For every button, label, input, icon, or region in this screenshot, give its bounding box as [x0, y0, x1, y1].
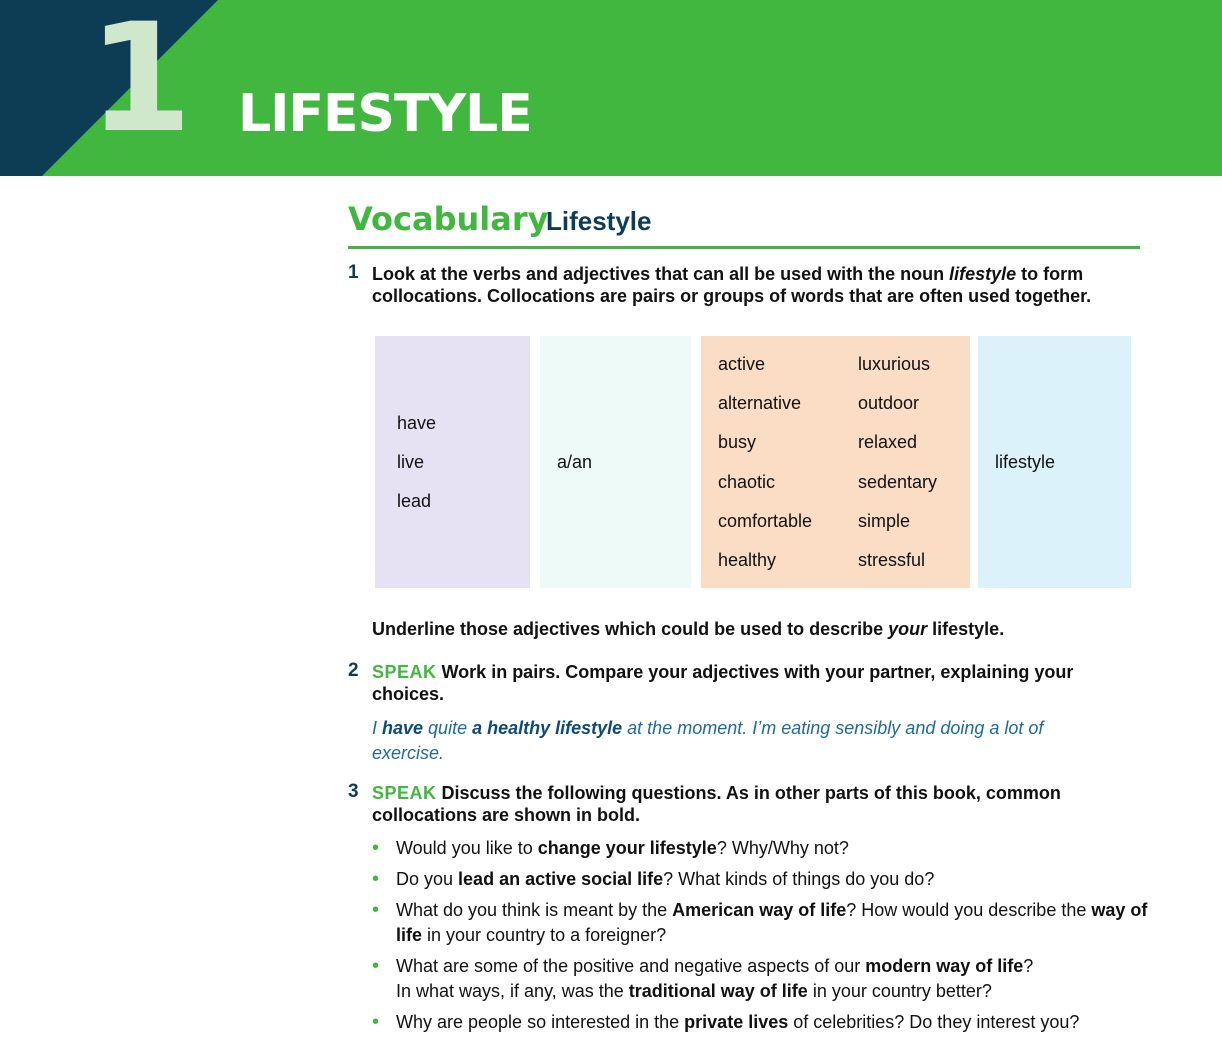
- exercise-2-example: [372, 716, 1092, 766]
- question-text: of celebrities? Do they interest you?: [788, 1012, 1080, 1032]
- example-bold: a healthy lifestyle: [472, 718, 623, 738]
- adjective-word: outdoor: [858, 393, 920, 413]
- noun-column: [978, 336, 1131, 588]
- adjectives-column: [701, 336, 970, 588]
- exercise-1-text-a: Look at the verbs and adjectives that can all be used with the noun: [372, 264, 950, 284]
- section-title: Vocabulary: [348, 200, 549, 238]
- verb-word: lead: [397, 491, 432, 511]
- adjective-word: simple: [858, 511, 911, 531]
- question-text: ? How would you describe the: [846, 900, 1092, 920]
- unit-number: 1: [88, 0, 187, 166]
- exercise-3-text: Discuss the following questions. As in other parts of this book, common collocations are shown in bold.: [372, 783, 1061, 825]
- discussion-questions: [372, 836, 1152, 1041]
- exercise-1-underline-instruction: [372, 618, 1132, 640]
- question-text: in your country better?: [807, 981, 992, 1001]
- section-subtitle: Lifestyle: [546, 206, 652, 236]
- exercise-3-instructions: [372, 782, 1132, 826]
- exercise-1-text-noun: lifestyle: [949, 264, 1017, 284]
- exercise-2-instructions: [372, 661, 1132, 705]
- article-column: [540, 336, 691, 588]
- exercise-1-instructions: [372, 263, 1132, 307]
- adjective-word: alternative: [718, 393, 802, 413]
- instruction-text-b: lifestyle.: [927, 619, 1005, 639]
- question-text: ? Why/Why not?: [716, 838, 849, 858]
- question-text: in your country to a foreigner?: [422, 925, 667, 945]
- question-text: Do you: [396, 869, 459, 889]
- verbs-column: [375, 336, 530, 588]
- question-text: Why are people so interested in the: [396, 1012, 685, 1032]
- adjective-word: stressful: [858, 550, 926, 570]
- question-item: [372, 867, 1152, 892]
- question-text: In what ways, if any, was the: [396, 981, 629, 1001]
- question-item: [372, 954, 1152, 1004]
- question-text: What do you think is meant by the: [396, 900, 673, 920]
- question-collocation: way of life: [396, 900, 1148, 945]
- question-collocation: private lives: [684, 1012, 789, 1032]
- adjective-word: relaxed: [858, 432, 918, 452]
- question-item: [372, 898, 1152, 948]
- adjective-word: comfortable: [718, 511, 813, 531]
- question-text: What are some of the positive and negative aspects of our: [396, 956, 866, 976]
- question-collocation: lead an active social life: [458, 869, 664, 889]
- exercise-2-number: 2: [348, 660, 359, 681]
- verb-word: live: [397, 452, 425, 472]
- exercise-1-number: 1: [348, 262, 359, 283]
- question-text: ?: [1023, 956, 1034, 976]
- question-item: [372, 1010, 1152, 1035]
- question-collocation: change your lifestyle: [537, 838, 717, 858]
- section-heading: [348, 200, 1140, 249]
- question-text: Would you like to: [396, 838, 538, 858]
- adjective-word: luxurious: [858, 354, 931, 374]
- example-bold: have: [382, 718, 424, 738]
- adjective-word: sedentary: [858, 472, 938, 492]
- question-text: ? What kinds of things do you do?: [663, 869, 935, 889]
- question-item: [372, 836, 1152, 861]
- question-collocation: American way of life: [672, 900, 847, 920]
- example-text: I: [372, 718, 383, 738]
- adjective-word: chaotic: [718, 472, 776, 492]
- exercise-2-text: Work in pairs. Compare your adjectives with your partner, explaining your choices.: [372, 662, 1074, 704]
- exercise-1-text-b: to form collocations. Collocations are pairs or groups of words that are often used together.: [372, 264, 1092, 306]
- question-collocation: modern way of life: [865, 956, 1024, 976]
- unit-banner: [0, 0, 1222, 176]
- speak-label: SPEAK: [372, 662, 437, 682]
- adjective-word: active: [718, 354, 766, 374]
- example-text: at the moment. I’m eating sensibly and doing a lot of exercise.: [372, 718, 1044, 763]
- article-word: a/an: [557, 452, 593, 472]
- adjective-word: healthy: [718, 550, 777, 570]
- instruction-text-a: Underline those adjectives which could be used to describe: [372, 619, 889, 639]
- adjective-word: busy: [718, 432, 757, 452]
- speak-label: SPEAK: [372, 783, 437, 803]
- unit-title: LIFESTYLE: [238, 84, 532, 144]
- question-collocation: traditional way of life: [628, 981, 808, 1001]
- example-text: quite: [423, 718, 473, 738]
- exercise-3-number: 3: [348, 781, 359, 802]
- verb-word: have: [397, 413, 437, 433]
- noun-word: lifestyle: [995, 452, 1056, 472]
- instruction-text-your: your: [888, 619, 928, 639]
